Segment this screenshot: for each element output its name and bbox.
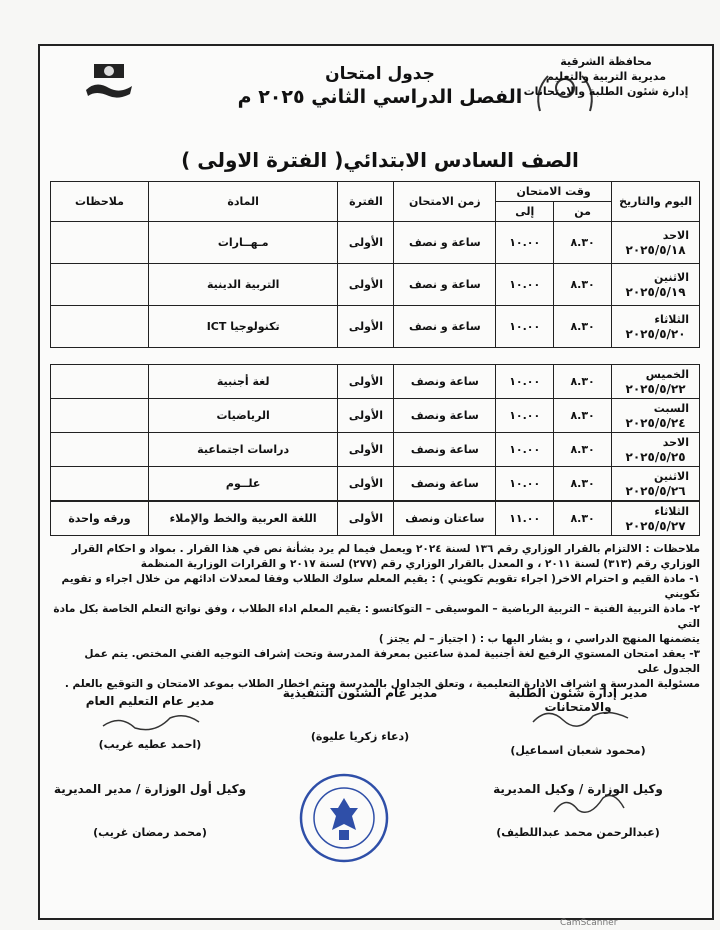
governorate-label: محافظة الشرقية	[560, 55, 652, 68]
row-duration: ساعة ونصف	[394, 467, 496, 501]
row-to: ١٠.٠٠	[496, 264, 554, 306]
row-date: ٢٠٢٥/٥/٢٥	[625, 449, 686, 464]
row-from: ٨.٣٠	[554, 467, 612, 501]
schedule-table-block-3	[50, 501, 700, 536]
row-from: ٨.٣٠	[554, 306, 612, 348]
row-date: ٢٠٢٥/٥/٢٤	[625, 415, 686, 430]
signature-student-affairs	[478, 686, 678, 757]
row-from: ٨.٣٠	[554, 222, 612, 264]
row-period: الأولى	[338, 502, 394, 536]
exam-schedule-document	[38, 44, 714, 920]
row-from: ٨.٣٠	[554, 264, 612, 306]
signatory-role: وكيل الوزارة / وكيل المديرية	[493, 782, 663, 796]
row-remarks	[51, 365, 149, 399]
signatory-role: مدير إدارة شئون الطلبة والامتحانات	[508, 686, 648, 714]
directorate-label: مديرية التربية والتعليم	[545, 70, 667, 83]
ministry-logo-icon	[84, 60, 134, 102]
note-line: مسئولية المدرسة و اشراف الادارة التعليمية ، وتعلق الجداول بالمدرسة ويتم اخطار الطلاب بموعد الامتحان و التوقيع بالعلم .	[64, 678, 700, 690]
row-period: الأولى	[338, 365, 394, 399]
row-remarks	[51, 222, 149, 264]
title-block	[220, 64, 540, 108]
header-to: إلى	[496, 202, 554, 222]
grade-heading: الصف السادس الابتدائي( الفترة الاولى )	[181, 148, 579, 172]
row-remarks	[51, 467, 149, 501]
row-duration: ساعة ونصف	[394, 433, 496, 467]
signature-first-deputy-minister	[50, 782, 250, 839]
row-remarks: ورقه واحدة	[51, 502, 149, 536]
signatory-role: مدير عام التعليم العام	[85, 694, 215, 708]
row-period: الأولى	[338, 399, 394, 433]
header-day-date: اليوم والتاريخ	[612, 182, 700, 222]
row-day: الثلاثاء	[654, 504, 689, 518]
row-subject: الرياضيات	[148, 399, 338, 433]
signature-deputy-minister	[478, 782, 678, 839]
note-line: ملاحظات : الالتزام بالقرار الوزاري رقم ١٣٦ لسنة ٢٠٢٤ ويعمل فيما لم يرد بشأنة نص في هذا القرار . بمواد و احكام القرار	[71, 543, 700, 555]
row-remarks	[51, 306, 149, 348]
row-date: ٢٠٢٥/٥/١٩	[625, 284, 686, 299]
signature-executive-affairs	[260, 686, 460, 743]
row-period: الأولى	[338, 433, 394, 467]
row-remarks	[51, 433, 149, 467]
signatory-name: (احمد عطيه غريب)	[98, 738, 202, 751]
row-subject: مـهــارات	[148, 222, 338, 264]
header-duration: زمن الامتحان	[394, 182, 496, 222]
row-duration: ساعة ونصف	[394, 365, 496, 399]
directorate-header	[516, 54, 696, 99]
row-duration: ساعة و نصف	[394, 264, 496, 306]
schedule-table-block-2	[50, 364, 700, 501]
schedule-table-block-1	[50, 181, 700, 348]
signatory-name: (عبدالرحمن محمد عبداللطيف)	[496, 826, 660, 839]
header-exam-time: وقت الامتحان	[496, 182, 612, 202]
row-to: ١٠.٠٠	[496, 399, 554, 433]
table-row	[51, 365, 700, 399]
note-line: ٣- يعقد امتحان المستوي الرفيع لغة أجنبية لمدة ساعتين بمعرفة المدرسة وتحت إشراف التوجيه الفني المختص. يتم عمل الجدول على	[84, 648, 700, 675]
department-label: إدارة شئون الطلبة والامتحانات	[523, 85, 689, 98]
row-to: ١٠.٠٠	[496, 222, 554, 264]
row-day: الاحد	[662, 435, 689, 449]
table-row	[51, 399, 700, 433]
row-from: ٨.٣٠	[554, 502, 612, 536]
row-period: الأولى	[338, 222, 394, 264]
row-duration: ساعتان ونصف	[394, 502, 496, 536]
row-day: السبت	[653, 401, 689, 415]
row-subject: علــوم	[148, 467, 338, 501]
row-period: الأولى	[338, 306, 394, 348]
table-row	[51, 502, 700, 536]
note-line: ٢- مادة التربية الفنية – التربية الرياضية – الموسيقى – التوكاتسو : يقيم المعلم اداء الطلاب ، وفق نواتج التعلم الخاصة بكل مادة التي	[53, 603, 700, 630]
signatory-name: (دعاء زكريا عليوة)	[310, 730, 410, 743]
handwritten-signature	[95, 710, 205, 736]
signatory-role: مدير عام الشئون التنفيذية	[282, 686, 438, 700]
row-day: الثلاثاء	[654, 312, 689, 326]
signature-general-education	[50, 694, 250, 751]
row-subject: تكنولوجيا ICT	[148, 306, 338, 348]
signatory-role: وكيل أول الوزارة / مدير المديرية	[53, 782, 247, 796]
handwritten-signature	[548, 792, 628, 820]
row-remarks	[51, 399, 149, 433]
row-to: ١١.٠٠	[496, 502, 554, 536]
row-date: ٢٠٢٥/٥/٢٢	[625, 381, 686, 396]
notes-section	[52, 542, 700, 692]
row-period: الأولى	[338, 264, 394, 306]
note-line: ١- مادة القيم و احترام الاخر( اجراء تقويم تكويني ) : يقيم المعلم سلوك الطلاب وفقا لمعدلات ادائهم من خلال اجراء و تقويم تكويني	[61, 573, 700, 600]
scanner-watermark: CamScanner	[560, 918, 618, 928]
row-day: الاثنين	[654, 469, 689, 483]
row-period: الأولى	[338, 467, 394, 501]
header-from: من	[554, 202, 612, 222]
row-subject: لغة أجنبية	[148, 365, 338, 399]
row-to: ١٠.٠٠	[496, 306, 554, 348]
row-subject: دراسات اجتماعية	[148, 433, 338, 467]
row-from: ٨.٣٠	[554, 365, 612, 399]
row-subject: اللغة العربية والخط والإملاء	[148, 502, 338, 536]
row-from: ٨.٣٠	[554, 433, 612, 467]
official-stamp-icon	[298, 772, 390, 864]
row-to: ١٠.٠٠	[496, 467, 554, 501]
row-day: الخميس	[645, 367, 689, 381]
row-from: ٨.٣٠	[554, 399, 612, 433]
note-line: الوزاري رقم (٣١٣) لسنة ٢٠١١ ، و المعدل بالقرار الوزاري رقم (٢٧٧) لسنة ٢٠١٧ و القرارات الوزارية المنظمة	[140, 558, 700, 570]
header-subject: المادة	[148, 182, 338, 222]
row-date: ٢٠٢٥/٥/١٨	[625, 242, 686, 257]
signatory-name: (محمد رمضان غريب)	[93, 826, 207, 839]
handwritten-signature	[528, 704, 638, 730]
row-date: ٢٠٢٥/٥/٢٠	[625, 326, 686, 341]
table-row	[51, 222, 700, 264]
header-period: الفترة	[338, 182, 394, 222]
row-remarks	[51, 264, 149, 306]
note-line: يتضمنها المنهج الدراسي ، و يشار اليها ب : ( اجتياز – لم يجتز )	[378, 633, 700, 645]
header-remarks: ملاحظات	[51, 182, 149, 222]
row-date: ٢٠٢٥/٥/٢٦	[625, 483, 686, 498]
signatory-name: (محمود شعبان اسماعيل)	[510, 744, 646, 757]
page-subtitle: الفصل الدراسي الثاني ٢٠٢٥ م	[237, 86, 523, 108]
row-day: الاحد	[662, 228, 689, 242]
row-to: ١٠.٠٠	[496, 365, 554, 399]
row-duration: ساعة و نصف	[394, 222, 496, 264]
row-subject: التربية الدينية	[148, 264, 338, 306]
table-row	[51, 433, 700, 467]
table-row	[51, 467, 700, 501]
row-duration: ساعة ونصف	[394, 399, 496, 433]
row-to: ١٠.٠٠	[496, 433, 554, 467]
row-date: ٢٠٢٥/٥/٢٧	[625, 518, 686, 533]
row-day: الاثنين	[654, 270, 689, 284]
table-row	[51, 306, 700, 348]
row-duration: ساعة و نصف	[394, 306, 496, 348]
page-title: جدول امتحان	[325, 64, 435, 84]
table-row	[51, 264, 700, 306]
